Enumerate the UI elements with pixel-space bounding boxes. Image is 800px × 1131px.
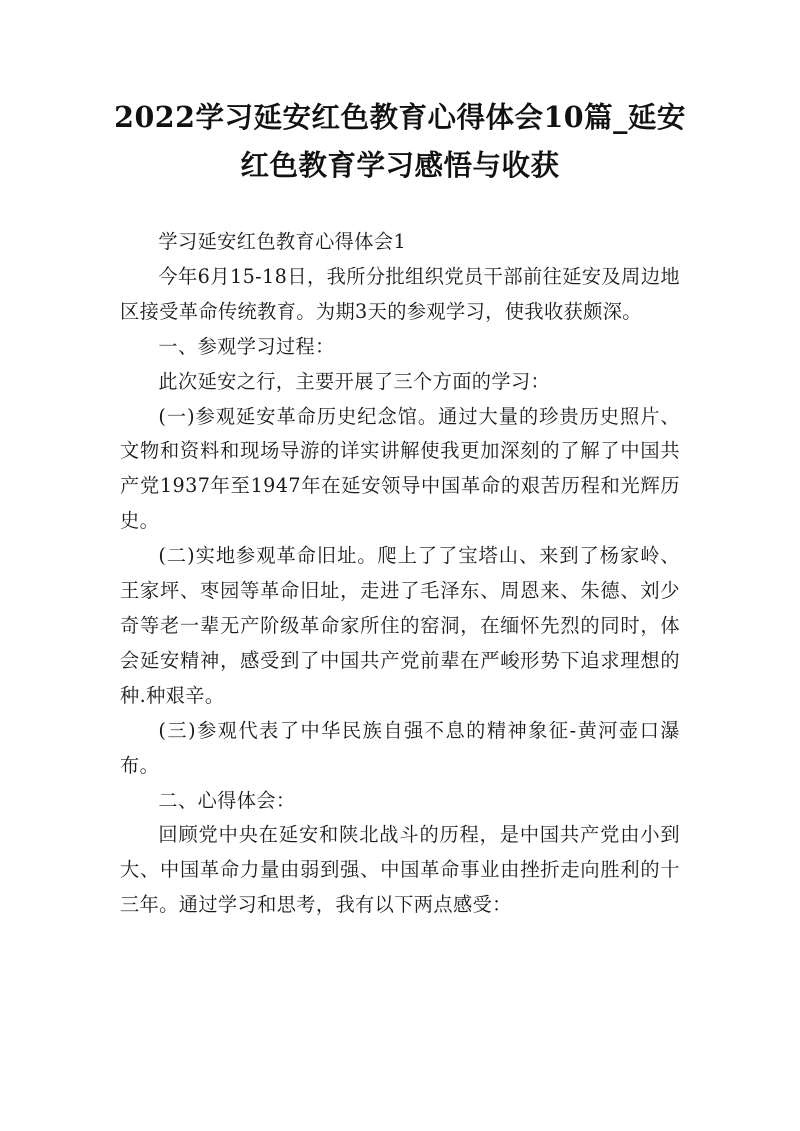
body-paragraph: (一)参观延安革命历史纪念馆。通过大量的珍贵历史照片、文物和资料和现场导游的详实讲解使我更加深刻的了解了中国共产党1937年至1947年在延安领导中国革命的艰苦历程和光辉历史。 [120,404,680,533]
title-line-1: 2022学习延安红色教育心得体会10篇_延安 [114,100,686,134]
subsection-heading: 二、心得体会： [158,788,296,812]
body-paragraph: 回顾党中央在延安和陕北战斗的历程，是中国共产党由小到大、中国革命力量由弱到强、中国革命事业由挫折走向胜利的十三年。通过学习和思考，我有以下两点感受： [120,823,680,917]
document-title [100,93,700,189]
body-paragraph: (二)实地参观革命旧址。爬上了了宝塔山、来到了杨家岭、王家坪、枣园等革命旧址，走进了毛泽东、周恩来、朱德、刘少奇等老一辈无产阶级革命家所住的窑洞，在缅怀先烈的同时，体会延安精神，感受到了中国共产党前辈在严峻形势下追求理想的种.种艰辛。 [120,544,680,707]
body-paragraph: 今年6月15-18日，我所分批组织党员干部前往延安及周边地区接受革命传统教育。为期3天的参观学习，使我收获颇深。 [120,264,680,323]
body-paragraph: 此次延安之行，主要开展了三个方面的学习： [158,369,551,393]
section-heading: 学习延安红色教育心得体会1 [158,230,407,253]
document-body [120,225,680,923]
subsection-heading: 一、参观学习过程： [158,334,335,358]
body-paragraph: (三)参观代表了中华民族自强不息的精神象征-黄河壶口瀑布。 [120,718,680,777]
title-line-2: 红色教育学习感悟与收获 [240,148,560,182]
